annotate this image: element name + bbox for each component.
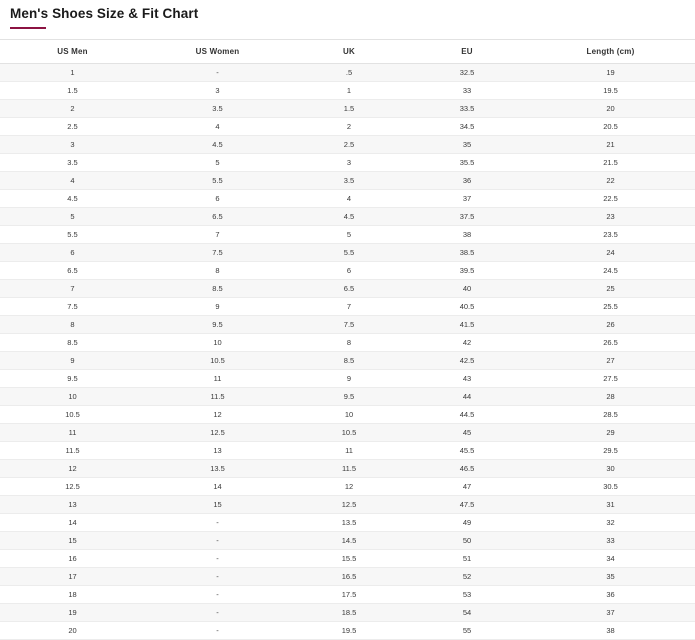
table-cell: - [145,514,290,532]
table-cell: - [145,64,290,82]
table-cell: 3.5 [145,100,290,118]
table-row [0,136,695,154]
table-cell: 35.5 [408,154,526,172]
table-cell: 47.5 [408,496,526,514]
table-cell: - [145,586,290,604]
table-cell: 34.5 [408,118,526,136]
table-cell: 17.5 [290,586,408,604]
table-row [0,406,695,424]
table-cell: 38.5 [408,244,526,262]
table-cell: 7 [0,280,145,298]
table-cell: 19.5 [526,82,695,100]
table-row [0,334,695,352]
table-row [0,388,695,406]
table-cell: 27 [526,352,695,370]
table-cell: 6.5 [145,208,290,226]
title-block [0,0,695,29]
table-cell: 8.5 [145,280,290,298]
table-body [0,64,695,640]
table-cell: 4.5 [145,136,290,154]
table-cell: 49 [408,514,526,532]
table-cell: 9.5 [0,370,145,388]
table-row [0,514,695,532]
table-row [0,262,695,280]
table-cell: 12 [290,478,408,496]
column-header: UK [290,40,408,64]
table-cell: 19.5 [290,622,408,640]
table-cell: 9.5 [145,316,290,334]
table-cell: 24.5 [526,262,695,280]
table-cell: 5.5 [145,172,290,190]
table-row [0,190,695,208]
table-cell: 41.5 [408,316,526,334]
table-cell: 16 [0,550,145,568]
table-cell: 4 [290,190,408,208]
table-cell: 38 [408,226,526,244]
table-cell: 4.5 [290,208,408,226]
table-cell: 36 [408,172,526,190]
table-cell: 13.5 [145,460,290,478]
table-cell: 45.5 [408,442,526,460]
table-cell: 1.5 [0,82,145,100]
table-cell: 33 [526,532,695,550]
table-cell: 4 [0,172,145,190]
table-cell: 7.5 [145,244,290,262]
table-row [0,82,695,100]
table-cell: 43 [408,370,526,388]
size-chart-table [0,39,695,640]
table-cell: 21.5 [526,154,695,172]
table-cell: 18.5 [290,604,408,622]
table-cell: 11 [145,370,290,388]
table-header-row [0,40,695,64]
table-cell: 50 [408,532,526,550]
table-cell: 11.5 [0,442,145,460]
table-row [0,280,695,298]
table-cell: 24 [526,244,695,262]
table-cell: 25.5 [526,298,695,316]
table-cell: 13 [0,496,145,514]
table-cell: 13 [145,442,290,460]
table-cell: 5 [290,226,408,244]
table-cell: 27.5 [526,370,695,388]
table-cell: 7 [145,226,290,244]
table-cell: 11 [0,424,145,442]
table-cell: 3 [290,154,408,172]
table-cell: 6 [145,190,290,208]
table-cell: 42 [408,334,526,352]
table-row [0,154,695,172]
table-cell: 32 [526,514,695,532]
table-row [0,604,695,622]
column-header: US Men [0,40,145,64]
table-cell: 20.5 [526,118,695,136]
table-cell: 11.5 [290,460,408,478]
table-cell: 46.5 [408,460,526,478]
table-cell: 9 [145,298,290,316]
table-row [0,442,695,460]
table-cell: 1 [0,64,145,82]
table-cell: 2.5 [0,118,145,136]
table-cell: 23 [526,208,695,226]
table-cell: 9 [0,352,145,370]
table-cell: 16.5 [290,568,408,586]
table-row [0,370,695,388]
table-cell: 6.5 [290,280,408,298]
table-cell: 28.5 [526,406,695,424]
table-cell: 11.5 [145,388,290,406]
table-cell: 19 [0,604,145,622]
table-cell: 53 [408,586,526,604]
table-cell: 55 [408,622,526,640]
table-cell: 4.5 [0,190,145,208]
table-cell: 6.5 [0,262,145,280]
table-cell: 29 [526,424,695,442]
table-cell: 3.5 [290,172,408,190]
table-cell: 8.5 [290,352,408,370]
table-cell: 10.5 [290,424,408,442]
table-cell: 9 [290,370,408,388]
table-cell: 6 [290,262,408,280]
table-cell: 37 [408,190,526,208]
table-row [0,586,695,604]
column-header: US Women [145,40,290,64]
table-cell: 13.5 [290,514,408,532]
table-cell: 10.5 [145,352,290,370]
table-row [0,208,695,226]
table-cell: 30 [526,460,695,478]
table-cell: 5.5 [290,244,408,262]
table-cell: 47 [408,478,526,496]
table-cell: - [145,532,290,550]
table-row [0,100,695,118]
table-cell: 23.5 [526,226,695,244]
table-cell: 40.5 [408,298,526,316]
table-cell: 35 [526,568,695,586]
table-cell: 10 [0,388,145,406]
table-cell: 3.5 [0,154,145,172]
table-cell: 20 [0,622,145,640]
table-row [0,424,695,442]
table-cell: 39.5 [408,262,526,280]
table-row [0,316,695,334]
table-row [0,352,695,370]
table-cell: 8.5 [0,334,145,352]
table-cell: 10 [290,406,408,424]
table-header [0,40,695,64]
table-cell: 10 [145,334,290,352]
table-cell: 6 [0,244,145,262]
table-cell: 5 [0,208,145,226]
table-cell: 35 [408,136,526,154]
column-header: Length (cm) [526,40,695,64]
table-cell: 54 [408,604,526,622]
table-cell: 1 [290,82,408,100]
table-row [0,172,695,190]
table-row [0,532,695,550]
table-cell: 2.5 [290,136,408,154]
table-cell: 7 [290,298,408,316]
table-row [0,568,695,586]
table-cell: 22.5 [526,190,695,208]
table-cell: 37.5 [408,208,526,226]
table-row [0,118,695,136]
table-cell: 33.5 [408,100,526,118]
table-cell: 5.5 [0,226,145,244]
table-cell: 32.5 [408,64,526,82]
table-cell: 15.5 [290,550,408,568]
table-row [0,550,695,568]
table-cell: 12 [145,406,290,424]
table-cell: 22 [526,172,695,190]
table-cell: 4 [145,118,290,136]
table-row [0,298,695,316]
table-cell: 11 [290,442,408,460]
table-cell: 34 [526,550,695,568]
table-cell: 10.5 [0,406,145,424]
table-cell: 45 [408,424,526,442]
table-cell: .5 [290,64,408,82]
table-cell: 9.5 [290,388,408,406]
table-cell: 25 [526,280,695,298]
table-cell: 31 [526,496,695,514]
table-row [0,64,695,82]
table-cell: 12.5 [145,424,290,442]
table-cell: 40 [408,280,526,298]
table-row [0,478,695,496]
table-row [0,460,695,478]
table-cell: - [145,622,290,640]
table-cell: 42.5 [408,352,526,370]
table-cell: 8 [290,334,408,352]
table-cell: 12.5 [0,478,145,496]
table-cell: 7.5 [0,298,145,316]
table-cell: 30.5 [526,478,695,496]
table-cell: 44.5 [408,406,526,424]
table-cell: 12 [0,460,145,478]
page-title: Men's Shoes Size & Fit Chart [10,6,199,21]
table-cell: 29.5 [526,442,695,460]
table-cell: 1.5 [290,100,408,118]
table-cell: 15 [145,496,290,514]
table-cell: 19 [526,64,695,82]
table-cell: 2 [0,100,145,118]
table-cell: 18 [0,586,145,604]
table-cell: - [145,604,290,622]
table-cell: - [145,568,290,586]
table-cell: 38 [526,622,695,640]
table-cell: 14 [145,478,290,496]
table-cell: 15 [0,532,145,550]
table-cell: 14.5 [290,532,408,550]
table-cell: 21 [526,136,695,154]
table-cell: 7.5 [290,316,408,334]
table-cell: 20 [526,100,695,118]
table-cell: 26 [526,316,695,334]
table-cell: 5 [145,154,290,172]
table-cell: 52 [408,568,526,586]
table-row [0,496,695,514]
table-cell: 17 [0,568,145,586]
table-row [0,226,695,244]
table-cell: 37 [526,604,695,622]
table-cell: 8 [0,316,145,334]
table-cell: 44 [408,388,526,406]
table-cell: 28 [526,388,695,406]
table-cell: 36 [526,586,695,604]
table-cell: 2 [290,118,408,136]
table-cell: 33 [408,82,526,100]
table-cell: - [145,550,290,568]
table-row [0,244,695,262]
title-underline-rule [10,27,46,29]
table-cell: 12.5 [290,496,408,514]
table-cell: 14 [0,514,145,532]
table-cell: 3 [145,82,290,100]
table-cell: 8 [145,262,290,280]
table-cell: 3 [0,136,145,154]
table-cell: 26.5 [526,334,695,352]
column-header: EU [408,40,526,64]
table-cell: 51 [408,550,526,568]
table-row [0,622,695,640]
